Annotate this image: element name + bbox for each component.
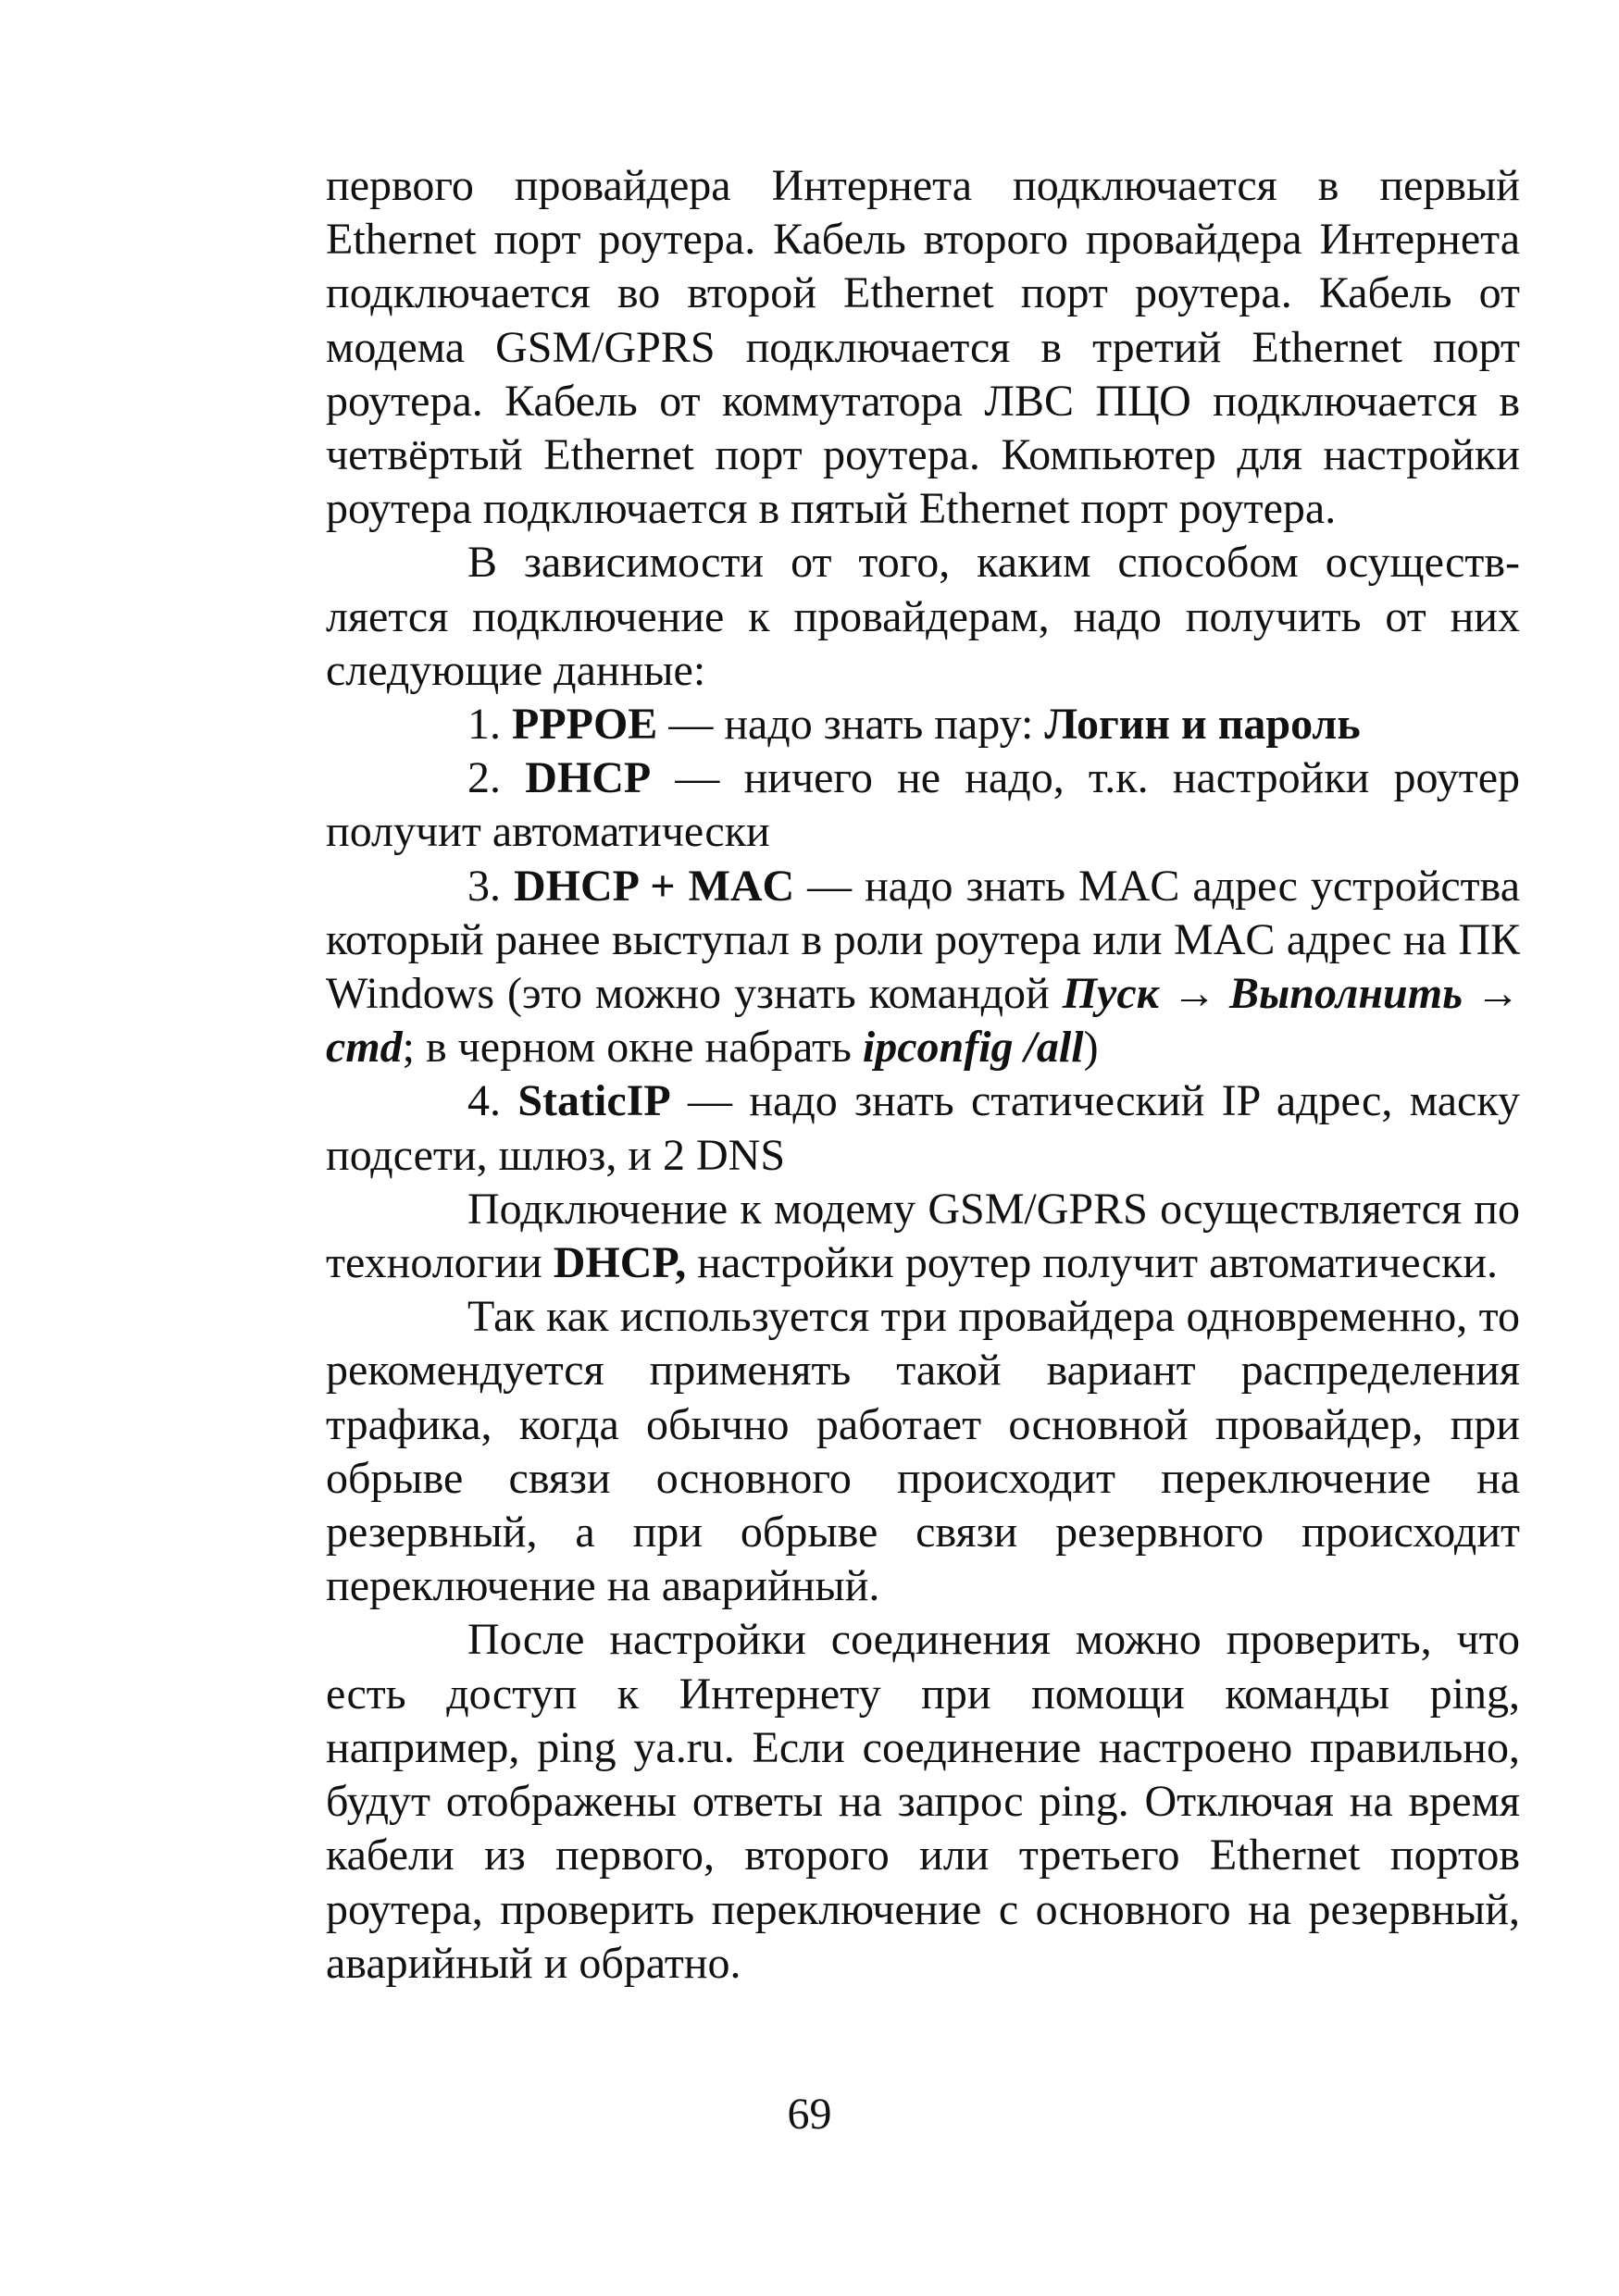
paragraph-traffic-distribution: Так как используется три провайдера одновременно, то рекомендуется применять такой вариант распределения трафика, когда обычно работает основной провайдер, при обрыве связи основного происходит переключение на резервный, а при обрыве связи резервного происходит переключение на аварийный.	[326, 1292, 1520, 1611]
list-term: DHCP + MAC	[513, 861, 795, 911]
list-number: 4.	[467, 1076, 518, 1126]
list-text: — надо знать статический IP адрес, маску подсети, шлюз, и 2 DNS	[326, 1076, 1521, 1180]
list-term: PPPOE	[512, 700, 658, 750]
list-text: ; в черном окне набрать	[402, 1023, 863, 1073]
paragraph-text: Подключение к модему GSM/GPRS осуществляется по технологии	[326, 1184, 1520, 1288]
paragraph-text: настройки роутер получит автоматически.	[686, 1238, 1499, 1288]
list-text: — надо знать пару:	[657, 700, 1045, 750]
page-number: 69	[787, 2090, 832, 2139]
paragraph-gsm-modem	[326, 1183, 1520, 1290]
paragraph-provider-data: В зависимости от того, каким способом осуществляется подключение к провайдерам, надо получить от них следующие данные:	[326, 538, 1520, 695]
list-text: )	[1083, 1023, 1099, 1073]
list-item-dhcp	[326, 751, 1520, 859]
list-item-pppoe	[326, 698, 1520, 751]
list-text: — надо знать MAC адрес устройства который ранее выступал в роли роутера или MAC адрес на ПК Windows (это можно узнать командой	[326, 861, 1520, 1019]
paragraph-continuation: первого провайдера Интернета подключается в первый Ethernet порт роутера. Кабель второго провайдера Интернета подключается во второй Ethernet порт роутера. Кабель от модема GSM/GPRS подключается в третий Ethernet порт роутера. Кабель от коммутатора ЛВС ПЦО подключается в четвёртый Ethernet порт роутера. Компьютер для настройки роутера подключается в пятый Ethernet порт роутера.	[326, 161, 1520, 534]
list-item-static-ip	[326, 1074, 1520, 1182]
list-number: 1.	[467, 700, 512, 750]
login-password-text: Логин и пароль	[1044, 700, 1361, 750]
body-text	[326, 159, 1520, 1991]
paragraph-connection-check: После настройки соединения можно проверить, что есть доступ к Интернету при помощи команды ping, например, ping ya.ru. Если соединение настроено правильно, будут отображены ответы на запрос ping. Отключая на время кабели из первого, второго или третьего Ethernet портов роутера, проверить переключение с основного на резервный, аварийный и обратно.	[326, 1615, 1520, 1988]
list-number: 3.	[467, 861, 514, 911]
dhcp-term: DHCP,	[553, 1238, 687, 1288]
list-term: DHCP	[525, 753, 652, 803]
list-number: 2.	[467, 753, 526, 803]
list-term: StaticIP	[517, 1076, 671, 1126]
list-item-dhcp-mac	[326, 860, 1520, 1075]
command-path: Пуск → Выполнить → cmd	[326, 969, 1521, 1073]
command-ipconfig: ipconfig /all	[862, 1023, 1084, 1073]
list-text: — ничего не надо, т.к. настройки роутер получит автоматически	[326, 753, 1520, 857]
